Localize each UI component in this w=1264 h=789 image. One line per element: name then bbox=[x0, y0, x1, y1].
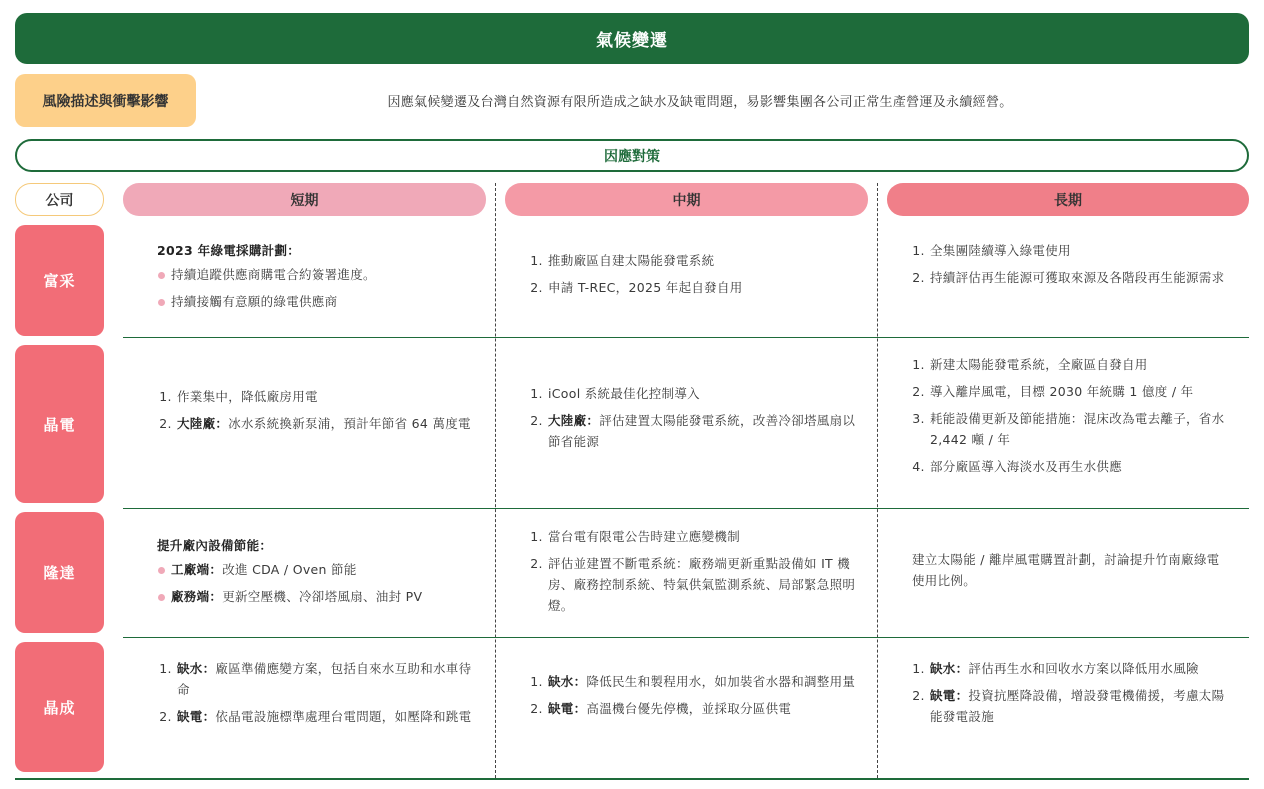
list-item: 1. 作業集中，降低廠房用電 bbox=[176, 386, 479, 407]
item-text: 改進 CDA / Oven 節能 bbox=[222, 562, 357, 577]
list-item: 2. 申請 T-REC，2025 年起自發自用 bbox=[547, 277, 865, 298]
company-longda: 隆達 bbox=[15, 512, 104, 633]
table-bottom-border bbox=[15, 778, 1249, 780]
list-item: 1. 當台電有限電公告時建立應變機制 bbox=[547, 526, 860, 547]
list-item: 1. iCool 系統最佳化控制導入 bbox=[547, 383, 865, 404]
list-item bbox=[547, 671, 860, 692]
item-text: 依晶電設施標準處理台電問題，如壓降和跳電 bbox=[215, 709, 472, 724]
fucai-mid-term bbox=[530, 250, 865, 304]
fucai-short-term bbox=[157, 240, 487, 318]
longda-short-title: 提升廠內設備節能： bbox=[157, 538, 273, 553]
label-mainland-plant: 大陸廠： bbox=[177, 416, 229, 431]
page-title: 氣候變遷 bbox=[15, 13, 1249, 64]
list-item: 2. 評估並建置不斷電系統：廠務端更新重點設備如 IT 機房、廠務控制系統、特氣供氣監測系統、局部緊急照明燈。 bbox=[547, 553, 860, 616]
company-jingcheng: 晶成 bbox=[15, 642, 104, 772]
row-divider bbox=[123, 508, 1249, 509]
list-item: 3. 耗能設備更新及節能措施：混床改為電去離子，省水 2,442 噸 / 年 bbox=[929, 408, 1232, 450]
short-term-header: 短期 bbox=[123, 183, 486, 216]
longda-short-term bbox=[157, 535, 487, 613]
fucai-long-term bbox=[912, 240, 1232, 294]
jingdian-short-term bbox=[159, 386, 479, 440]
list-item bbox=[176, 658, 479, 700]
list-item: 持續接觸有意願的綠電供應商 bbox=[157, 291, 487, 312]
column-divider bbox=[495, 183, 496, 778]
list-item bbox=[929, 685, 1232, 727]
long-term-header: 長期 bbox=[887, 183, 1249, 216]
risk-description: 因應氣候變遷及台灣自然資源有限所造成之缺水及缺電問題，易影響集團各公司正常生產營運及永續經營。 bbox=[387, 95, 1013, 110]
item-text: 冰水系統換新泵浦，預計年節省 64 萬度電 bbox=[228, 416, 471, 431]
company-jingdian: 晶電 bbox=[15, 345, 104, 503]
item-text: 高溫機台優先停機，並採取分區供電 bbox=[586, 701, 792, 716]
longda-long-term bbox=[912, 549, 1232, 591]
jingcheng-long-term bbox=[912, 658, 1232, 733]
list-item bbox=[157, 586, 487, 607]
fucai-short-title: 2023 年綠電採購計劃： bbox=[157, 243, 301, 258]
company-fucai: 富采 bbox=[15, 225, 104, 336]
jingcheng-mid-term bbox=[530, 671, 860, 725]
list-item: 2. 導入離岸風電，目標 2030 年統購 1 億度 / 年 bbox=[929, 381, 1232, 402]
risk-label: 風險描述與衝擊影響 bbox=[15, 74, 196, 127]
jingcheng-short-term bbox=[159, 658, 479, 733]
strategy-header: 因應對策 bbox=[15, 139, 1249, 172]
list-item bbox=[547, 698, 860, 719]
label-water-shortage: 缺水： bbox=[548, 674, 587, 689]
row-divider bbox=[123, 337, 1249, 338]
jingdian-long-term bbox=[912, 354, 1232, 483]
list-item: 持續追蹤供應商購電合約簽署進度。 bbox=[157, 264, 487, 285]
item-text: 投資抗壓降設備，增設發電機備援，考慮太陽能發電設施 bbox=[930, 688, 1225, 724]
label-mainland-plant: 大陸廠： bbox=[548, 413, 600, 428]
list-item bbox=[176, 413, 479, 434]
item-text: 更新空壓機、冷卻塔風扇、油封 PV bbox=[222, 589, 423, 604]
mid-term-header: 中期 bbox=[505, 183, 868, 216]
row-divider bbox=[123, 637, 1249, 638]
item-text: 評估再生水和回收水方案以降低用水風險 bbox=[968, 661, 1199, 676]
item-text: 廠區準備應變方案，包括自來水互助和水車待命 bbox=[177, 661, 472, 697]
list-item bbox=[547, 410, 865, 452]
list-item: 1. 推動廠區自建太陽能發電系統 bbox=[547, 250, 865, 271]
item-text: 評估建置太陽能發電系統，改善冷卻塔風扇以節省能源 bbox=[548, 413, 856, 449]
list-item: 1. 全集團陸續導入綠電使用 bbox=[929, 240, 1232, 261]
label-factory: 工廠端： bbox=[171, 562, 223, 577]
list-item bbox=[929, 658, 1232, 679]
label-water-shortage: 缺水： bbox=[177, 661, 216, 676]
label-power-shortage: 缺電： bbox=[548, 701, 587, 716]
item-text: 降低民生和製程用水，如加裝省水器和調整用量 bbox=[586, 674, 856, 689]
label-water-shortage: 缺水： bbox=[930, 661, 969, 676]
list-item: 2. 持續評估再生能源可獲取來源及各階段再生能源需求 bbox=[929, 267, 1232, 288]
longda-mid-term bbox=[530, 526, 860, 622]
label-facility: 廠務端： bbox=[171, 589, 223, 604]
longda-long-text: 建立太陽能 / 離岸風電購置計劃，討論提升竹南廠綠電使用比例。 bbox=[912, 552, 1220, 588]
label-power-shortage: 缺電： bbox=[930, 688, 969, 703]
label-power-shortage: 缺電： bbox=[177, 709, 216, 724]
jingdian-mid-term bbox=[530, 383, 865, 458]
list-item: 1. 新建太陽能發電系統，全廠區自發自用 bbox=[929, 354, 1232, 375]
column-divider bbox=[877, 183, 878, 778]
company-column-header: 公司 bbox=[15, 183, 104, 216]
list-item bbox=[157, 559, 487, 580]
list-item bbox=[176, 706, 479, 727]
list-item: 4. 部分廠區導入海淡水及再生水供應 bbox=[929, 456, 1232, 477]
